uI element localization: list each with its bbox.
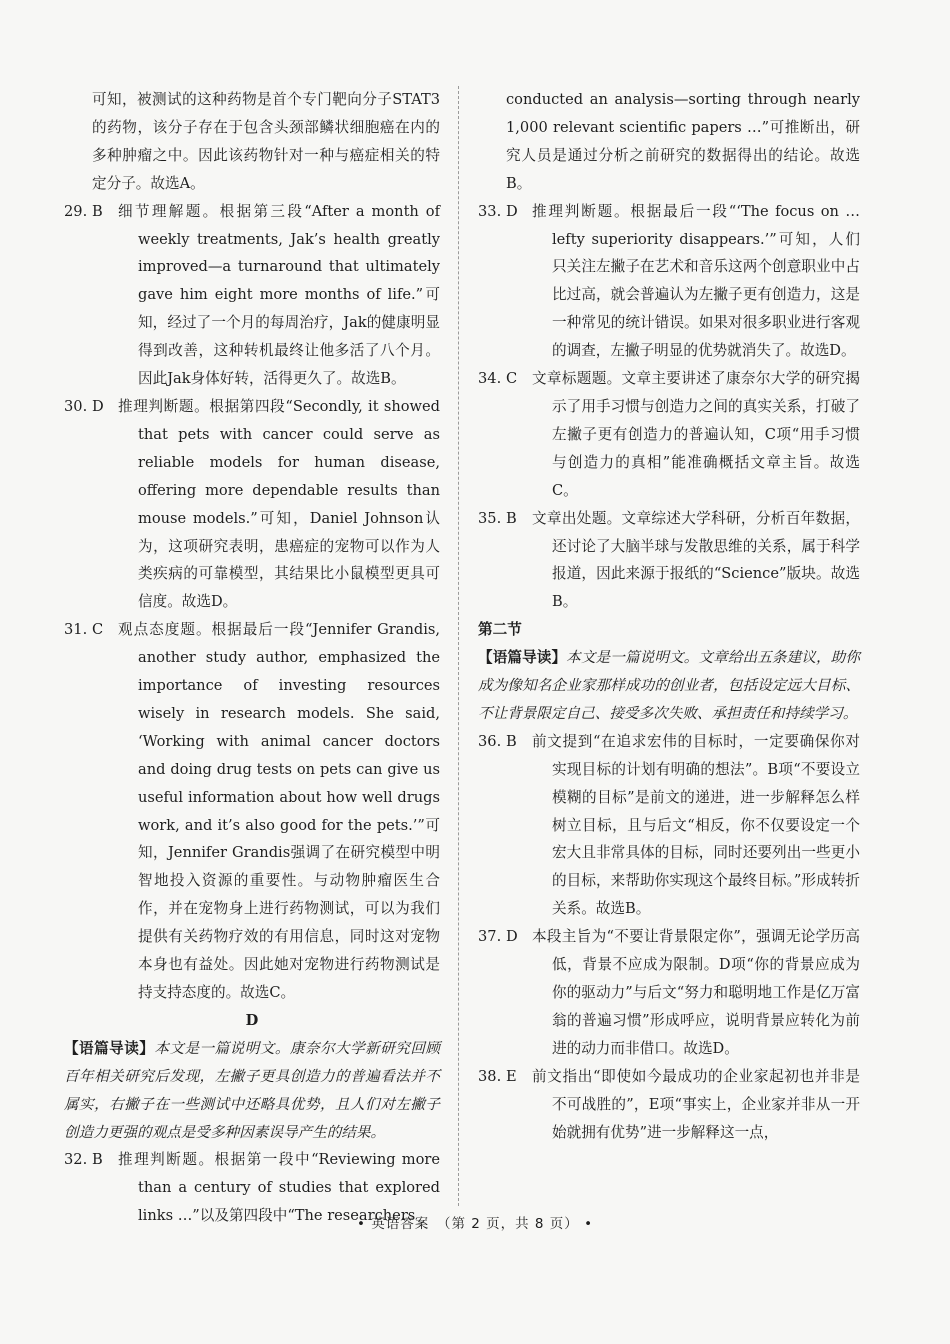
answer-letter: D (506, 202, 518, 220)
guide-tag: 【语篇导读】 (64, 1039, 155, 1057)
question-29 (64, 198, 440, 393)
question-30 (64, 393, 440, 616)
reading-guide-section2 (478, 644, 860, 728)
question-number: 29. (64, 202, 88, 220)
explanation: 推理判断题。根据第四段“Secondly, it showed that pets with cancer could serve as reliable models for human disease, offering more dependable results than mouse models.”可知，Daniel Johnson认为，这项研究表明，患癌症的宠物可以作为人类疾病的可靠模型，其结果比小鼠模型更具可信度。故选D。 (118, 397, 440, 611)
question-number: 35. (478, 509, 502, 527)
question-number: 36. (478, 732, 502, 750)
answer-letter: C (92, 621, 104, 639)
reading-guide-d (64, 1035, 440, 1147)
question-number: 30. (64, 397, 88, 415)
question-38 (478, 1063, 860, 1147)
guide-text: 本文是一篇说明文。康奈尔大学新研究回顾百年相关研究后发现，左撇子更具创造力的普遍看法并不属实，右撇子在一些测试中还略具优势，且人们对左撇子创造力更强的观点是受多种因素误导产生的结果。 (64, 1039, 440, 1141)
question-number: 34. (478, 370, 502, 388)
question-number: 37. (478, 928, 502, 946)
section-2-heading: 第二节 (478, 621, 522, 639)
answer-letter: B (92, 202, 103, 220)
page-footer: • 英语答案 （第 2 页，共 8 页） • (356, 1216, 594, 1232)
question-number: 31. (64, 621, 88, 639)
question-34 (478, 365, 860, 505)
question-33 (478, 198, 860, 365)
explanation: 前文指出“即使如今最成功的企业家起初也并非是不可战胜的”，E项“事实上，企业家并非从一开始就拥有优势”进一步解释这一点， (532, 1067, 860, 1141)
left-column (64, 86, 440, 1230)
right-column (478, 86, 860, 1146)
explanation: 推理判断题。根据第一段中“Reviewing more than a century of studies that explored links …”以及第四段中“The researchers (118, 1151, 440, 1225)
explanation: 前文提到“在追求宏伟的目标时，一定要确保你对实现目标的计划有明确的想法”。B项“不要设立模糊的目标”是前文的递进，进一步解释怎么样树立目标，且与后文“相反，你不仅要设定一个宏大且非常具体的目标，同时还要列出一些更小的目标，来帮助你实现这个最终目标。”形成转折关系。故选B。 (532, 732, 860, 918)
answer-letter: B (92, 1151, 103, 1169)
explanation: 细节理解题。根据第三段“After a month of weekly treatments, Jak’s health greatly improved—a turnaround that ultimately gave him eight more months of life.”可知，经过了一个月的每周治疗，Jak的健康明显得到改善，这种转机最终让他多活了八个月。因此Jak身体好转，活得更久了。故选B。 (118, 202, 440, 388)
explanation: 本段主旨为“不要让背景限定你”，强调无论学历高低，背景不应成为限制。D项“你的背景应成为你的驱动力”与后文“努力和聪明地工作是亿万富翁的普遍习惯”形成呼应，说明背景应转化为前进的动力而非借口。故选D。 (532, 928, 860, 1057)
right-intro: conducted an analysis—sorting through nearly 1,000 relevant scientific papers …”可推断出，研究人员是通过分析之前研究的数据得出的结论。故选B。 (506, 91, 860, 192)
question-number: 33. (478, 202, 502, 220)
left-intro: 可知，被测试的这种药物是首个专门靶向分子STAT3的药物，该分子存在于包含头颈部鳞状细胞癌在内的多种肿瘤之中。因此该药物针对一种与癌症相关的特定分子。故选A。 (92, 91, 440, 192)
answer-letter: C (506, 370, 518, 388)
question-number: 38. (478, 1067, 502, 1085)
explanation: 观点态度题。根据最后一段“Jennifer Grandis, another study author, emphasized the importance of investing resources wisely in research models. She said, ‘Working with animal cancer doctors and doing drug tests on pets can give us useful information about how well drugs work, and it’s also good for the pets.’”可知，Jennifer Grandis强调了在研究模型中明智地投入资源的重要性。与动物肿瘤医生合作，并在宠物身上进行药物测试，可以为我们提供有关药物疗效的有用信息，同时这对宠物本身也有益处。因此她对宠物进行药物测试是持支持态度的。故选C。 (118, 621, 440, 1001)
column-divider (458, 86, 459, 1206)
answer-letter: B (506, 509, 517, 527)
answer-letter: D (92, 397, 104, 415)
section-d-heading: D (245, 1011, 259, 1029)
question-36 (478, 728, 860, 923)
explanation: 文章标题题。文章主要讲述了康奈尔大学的研究揭示了用手习惯与创造力之间的真实关系，打破了左撇子更有创造力的普遍认知，C项“用手习惯与创造力的真相”能准确概括文章主旨。故选C。 (532, 370, 860, 499)
question-number: 32. (64, 1151, 88, 1169)
question-35 (478, 505, 860, 617)
answer-letter: D (506, 928, 518, 946)
explanation: 文章出处题。文章综述大学科研，分析百年数据，还讨论了大脑半球与发散思维的关系，属于科学报道，因此来源于报纸的“Science”版块。故选B。 (532, 509, 860, 611)
guide-tag: 【语篇导读】 (478, 649, 567, 667)
explanation: 推理判断题。根据最后一段“‘The focus on … lefty superiority disappears.’”可知，人们只关注左撇子在艺术和音乐这两个创意职业中占比过高，就会普遍认为左撇子更有创造力，这是一种常见的统计错误。如果对很多职业进行客观的调查，左撇子明显的优势就消失了。故选D。 (532, 202, 860, 360)
question-37 (478, 923, 860, 1063)
question-31 (64, 616, 440, 1007)
answer-letter: E (506, 1067, 517, 1085)
answer-letter: B (506, 732, 517, 750)
guide-text: 本文是一篇说明文。文章给出五条建议，助你成为像知名企业家那样成功的创业者，包括设定远大目标、不让背景限定自己、接受多次失败、承担责任和持续学习。 (478, 649, 860, 722)
